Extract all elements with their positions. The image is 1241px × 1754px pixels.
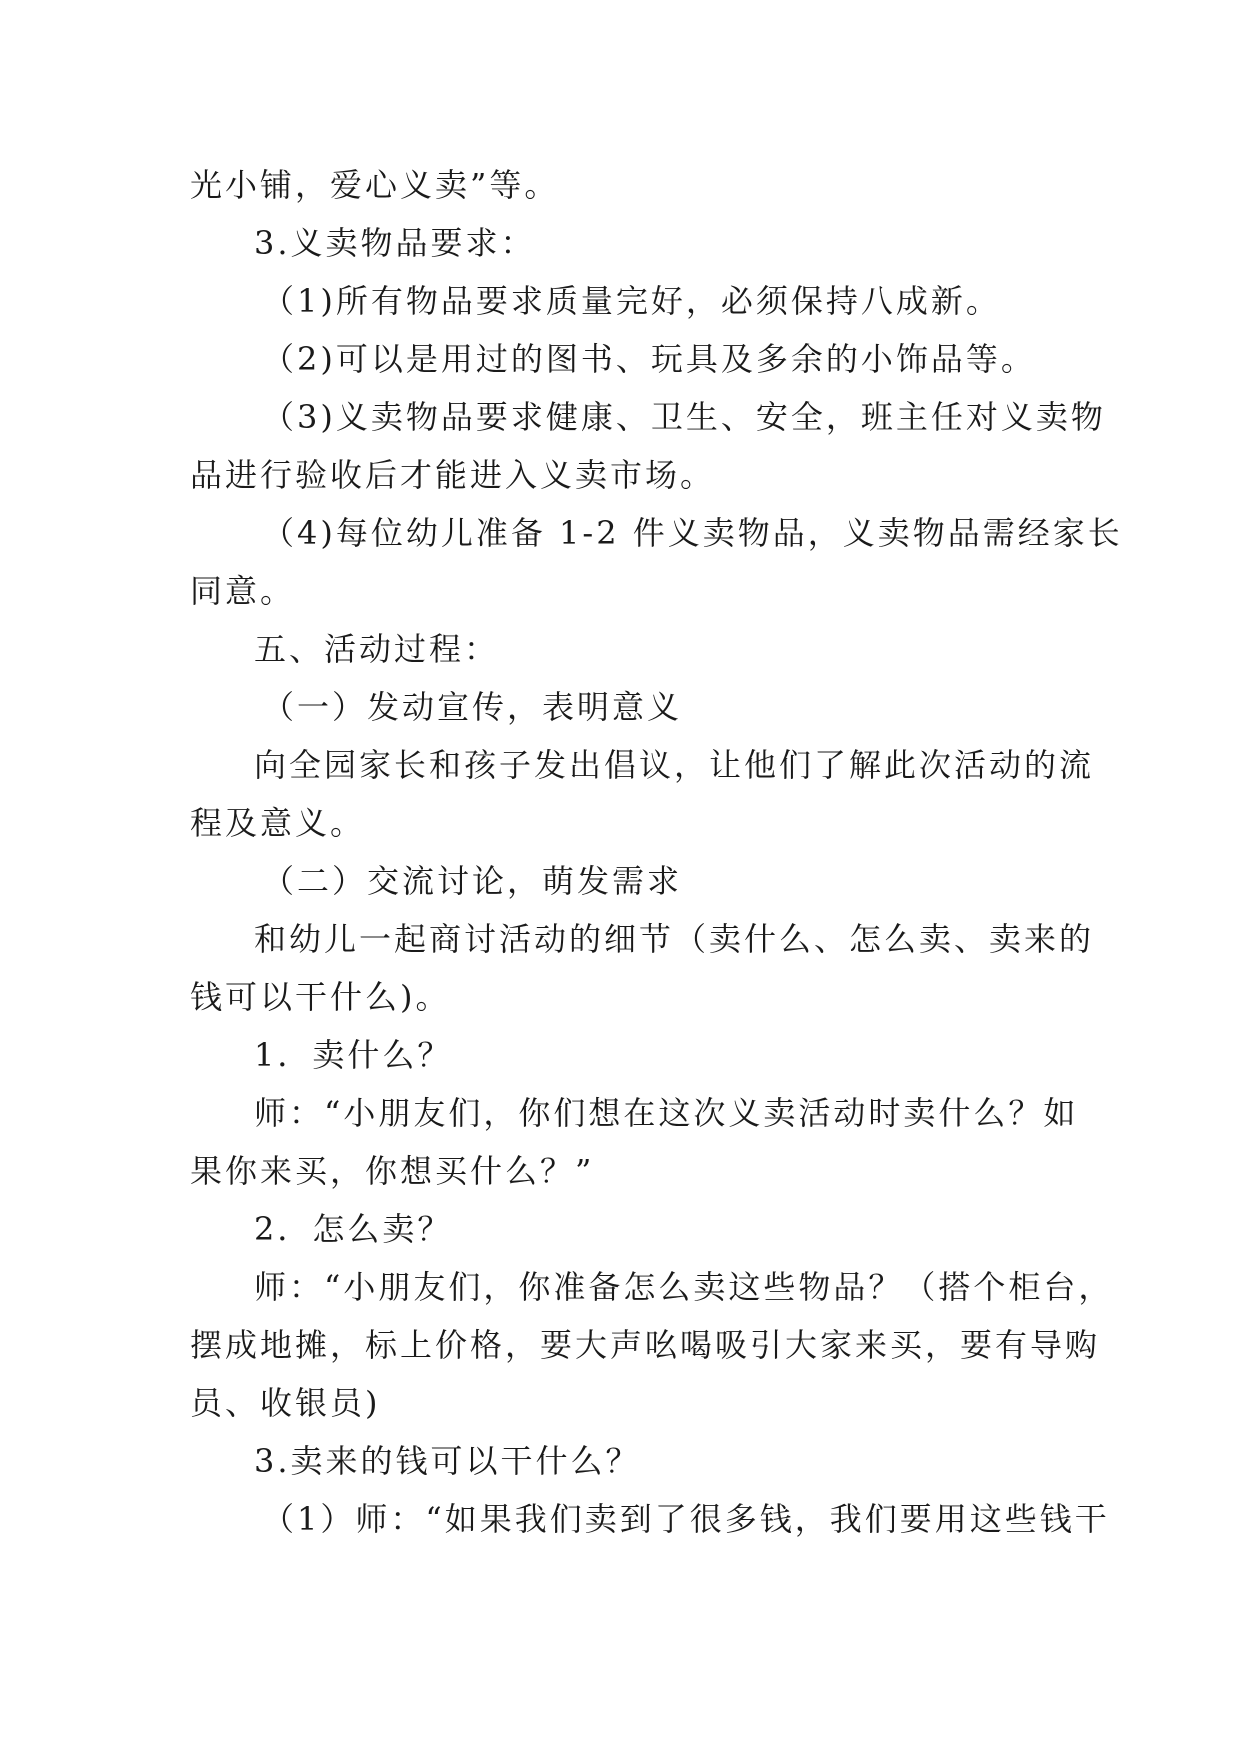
text-line: 师：“小朋友们，你准备怎么卖这些物品？（搭个柜台， — [254, 1268, 1114, 1306]
text-line: 3.卖来的钱可以干什么？ — [254, 1442, 641, 1480]
text-line: 果你来买，你想买什么？” — [190, 1152, 595, 1190]
text-line: 师：“小朋友们，你们想在这次义卖活动时卖什么？如 — [254, 1094, 1079, 1132]
document-body — [190, 156, 1123, 1548]
text-line: （1)所有物品要求质量完好，必须保持八成新。 — [262, 282, 1001, 320]
text-line: （2)可以是用过的图书、玩具及多余的小饰品等。 — [262, 340, 1036, 378]
text-line: 程及意义。 — [190, 804, 366, 842]
text-line: 同意。 — [190, 572, 296, 610]
section-heading: 五、活动过程： — [254, 630, 500, 668]
text-line: 2．怎么卖？ — [254, 1210, 453, 1248]
text-line: 品进行验收后才能进入义卖市场。 — [190, 456, 716, 494]
text-line: 钱可以干什么)。 — [190, 978, 451, 1016]
text-line: （4)每位幼儿准备 1-2 件义卖物品，义卖物品需经家长 — [262, 514, 1123, 552]
text-line: 3.义卖物品要求： — [254, 224, 536, 262]
text-line: 向全园家长和孩子发出倡议，让他们了解此次活动的流 — [254, 746, 1095, 784]
text-line: 光小铺，爱心义卖”等。 — [190, 166, 560, 204]
text-line: （1）师：“如果我们卖到了很多钱，我们要用这些钱干 — [262, 1500, 1110, 1538]
subsection-heading: （二）交流讨论，萌发需求 — [262, 862, 683, 900]
text-line: 和幼儿一起商讨活动的细节（卖什么、怎么卖、卖来的 — [254, 920, 1095, 958]
text-line: 摆成地摊，标上价格，要大声吆喝吸引大家来买，要有导购 — [190, 1326, 1101, 1364]
subsection-heading: （一）发动宣传，表明意义 — [262, 688, 683, 726]
text-line: 1．卖什么？ — [254, 1036, 453, 1074]
text-line: （3)义卖物品要求健康、卫生、安全，班主任对义卖物 — [262, 398, 1106, 436]
text-line: 员、收银员) — [190, 1384, 381, 1422]
